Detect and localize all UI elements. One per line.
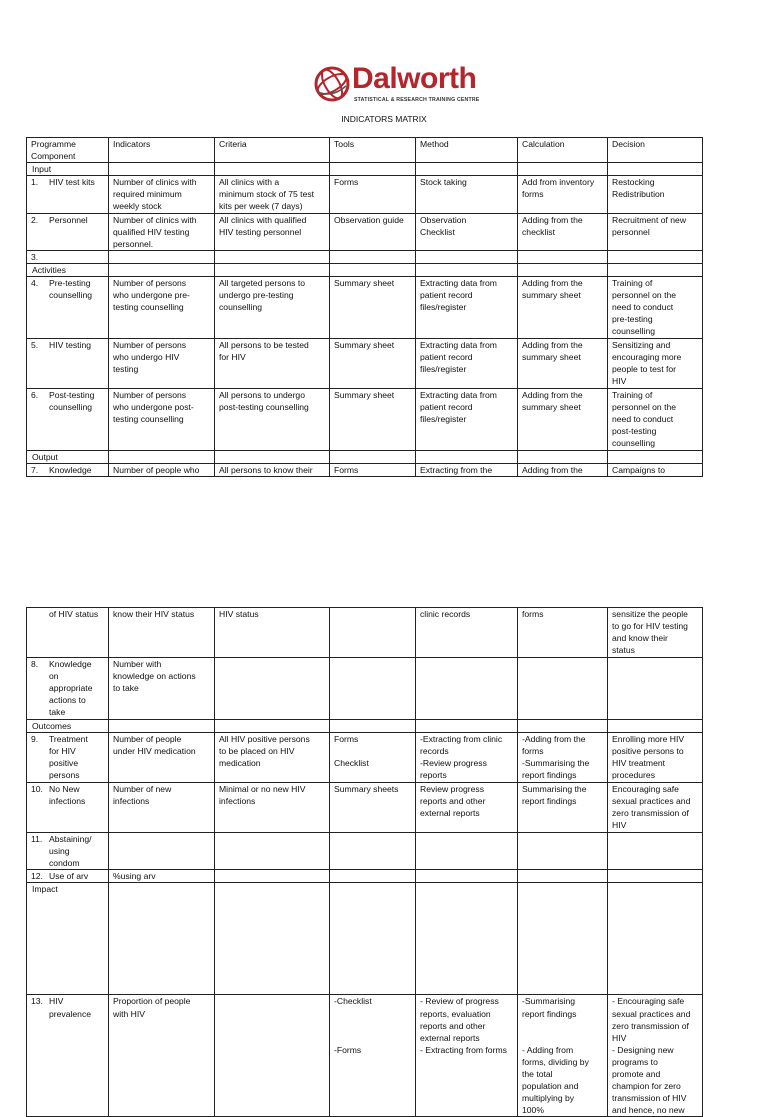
method-cell <box>416 250 518 263</box>
decision-cell <box>608 250 703 263</box>
programme-component-cell <box>27 389 109 451</box>
calculation-cell: Adding from the summary sheet <box>518 277 608 339</box>
tools-cell <box>330 608 416 658</box>
tools-cell <box>330 250 416 263</box>
programme-component-cell <box>27 995 109 1117</box>
brand-name: Dalworth <box>352 62 477 95</box>
decision-cell <box>608 870 703 883</box>
empty-cell <box>416 163 518 176</box>
empty-cell <box>109 263 215 276</box>
section-row <box>27 451 703 464</box>
tools-cell: Forms <box>330 464 416 477</box>
criteria-cell: All targeted persons to undergo pre-testing counselling <box>215 277 330 339</box>
decision-cell: Campaigns to <box>608 464 703 477</box>
indicator-cell: Number of persons who undergone pre- testing counselling <box>109 277 215 339</box>
calculation-cell: Adding from the checklist <box>518 213 608 250</box>
table-row <box>27 833 703 870</box>
criteria-cell <box>215 658 330 720</box>
section-label: Activities <box>27 263 109 276</box>
indicators-matrix-table-part-2 <box>26 607 703 1117</box>
empty-cell <box>109 163 215 176</box>
component-label-continued: using condom <box>49 846 80 869</box>
table-row <box>27 870 703 883</box>
method-cell <box>416 833 518 870</box>
calculation-cell: Adding from the summary sheet <box>518 389 608 451</box>
calculation-cell <box>518 833 608 870</box>
component-label: Treatment <box>49 734 88 745</box>
method-cell: Extracting from the <box>416 464 518 477</box>
programme-component-cell <box>27 658 109 720</box>
method-cell: Extracting data from patient record files/register <box>416 277 518 339</box>
empty-cell <box>330 163 416 176</box>
empty-cell <box>109 883 215 995</box>
calculation-cell <box>518 658 608 720</box>
criteria-cell <box>215 870 330 883</box>
calculation-cell <box>518 870 608 883</box>
decision-cell <box>608 833 703 870</box>
column-header: Tools <box>330 138 416 163</box>
programme-component-cell <box>27 464 109 477</box>
tools-cell <box>330 658 416 720</box>
document-title: INDICATORS MATRIX <box>341 114 427 124</box>
method-cell: Review progress reports and other external reports <box>416 783 518 833</box>
table-row <box>27 176 703 213</box>
calculation-cell: Summarising the report findings <box>518 783 608 833</box>
calculation-cell: forms <box>518 608 608 658</box>
programme-component-cell <box>27 608 109 658</box>
dalworth-logo <box>312 62 480 106</box>
indicator-cell: %using arv <box>109 870 215 883</box>
empty-cell <box>518 720 608 733</box>
decision-cell <box>608 658 703 720</box>
component-label: Post-testing <box>49 390 95 401</box>
component-label-continued: counselling <box>49 402 92 413</box>
component-label: Abstaining/ <box>49 834 92 845</box>
tools-cell: -Checklist -Forms <box>330 995 416 1117</box>
row-number: 7. <box>31 465 39 476</box>
programme-component-cell <box>27 277 109 339</box>
programme-component-cell <box>27 870 109 883</box>
row-number: 9. <box>31 734 39 745</box>
column-header: Criteria <box>215 138 330 163</box>
empty-cell <box>518 451 608 464</box>
table-row <box>27 250 703 263</box>
method-cell: Stock taking <box>416 176 518 213</box>
section-row <box>27 263 703 276</box>
indicator-cell: Number of people under HIV medication <box>109 733 215 783</box>
component-label: Knowledge <box>49 465 92 476</box>
table-row <box>27 995 703 1117</box>
criteria-cell: All clinics with a minimum stock of 75 test kits per week (7 days) <box>215 176 330 213</box>
component-label-continued: on appropriate actions to take <box>49 671 93 718</box>
table-header-row <box>27 138 703 163</box>
method-cell: - Review of progress reports, evaluation reports and other external reports - Extracting from forms <box>416 995 518 1117</box>
row-number: 2. <box>31 214 39 225</box>
programme-component-cell <box>27 783 109 833</box>
indicator-cell: Number of new infections <box>109 783 215 833</box>
section-row <box>27 720 703 733</box>
criteria-cell: HIV status <box>215 608 330 658</box>
section-label: Outcomes <box>27 720 109 733</box>
row-number: 8. <box>31 659 39 669</box>
criteria-cell: All persons to be tested for HIV <box>215 339 330 389</box>
indicator-cell: Number of persons who undergone post- testing counselling <box>109 389 215 451</box>
tools-cell <box>330 833 416 870</box>
empty-cell <box>215 883 330 995</box>
row-number: 6. <box>31 390 39 401</box>
method-cell <box>416 658 518 720</box>
table-row <box>27 213 703 250</box>
decision-cell: Encouraging safe sexual practices and zero transmission of HIV <box>608 783 703 833</box>
row-number: 13. <box>31 996 43 1007</box>
component-label-continued: prevalence <box>49 1008 92 1019</box>
calculation-cell: Adding from the <box>518 464 608 477</box>
table-row <box>27 277 703 339</box>
decision-cell: Training of personnel on the need to conduct post-testing counselling <box>608 389 703 451</box>
criteria-cell: All clinics with qualified HIV testing personnel <box>215 213 330 250</box>
table-row <box>27 658 703 720</box>
column-header: Method <box>416 138 518 163</box>
indicator-cell: Number of people who <box>109 464 215 477</box>
empty-cell <box>330 451 416 464</box>
criteria-cell <box>215 250 330 263</box>
empty-cell <box>330 883 416 995</box>
empty-cell <box>215 163 330 176</box>
calculation-cell: -Adding from the forms -Summarising the report findings <box>518 733 608 783</box>
indicator-cell <box>109 250 215 263</box>
table-row <box>27 608 703 658</box>
table-row <box>27 389 703 451</box>
decision-cell: Restocking Redistribution <box>608 176 703 213</box>
programme-component-cell <box>27 339 109 389</box>
indicator-cell: know their HIV status <box>109 608 215 658</box>
empty-cell <box>330 263 416 276</box>
calculation-cell <box>518 250 608 263</box>
indicator-cell: Number with knowledge on actions to take <box>109 658 215 720</box>
component-label: No New <box>49 784 80 795</box>
indicators-matrix-table-part-1 <box>26 137 703 477</box>
indicator-cell: Number of persons who undergo HIV testing <box>109 339 215 389</box>
method-cell: -Extracting from clinic records -Review progress reports <box>416 733 518 783</box>
empty-cell <box>608 163 703 176</box>
empty-cell <box>608 720 703 733</box>
column-header: Programme Component <box>27 138 109 163</box>
row-number: 1. <box>31 177 39 188</box>
indicator-cell: Number of clinics with required minimum weekly stock <box>109 176 215 213</box>
section-label: Input <box>27 163 109 176</box>
method-cell: Extracting data from patient record files/register <box>416 389 518 451</box>
tools-cell: Summary sheets <box>330 783 416 833</box>
criteria-cell <box>215 995 330 1117</box>
decision-cell: Enrolling more HIV positive persons to HIV treatment procedures <box>608 733 703 783</box>
column-header: Indicators <box>109 138 215 163</box>
component-label: Personnel <box>49 214 88 225</box>
component-label-continued: counselling <box>49 290 92 301</box>
table-row <box>27 464 703 477</box>
empty-cell <box>416 720 518 733</box>
decision-cell: Recruitment of new personnel <box>608 213 703 250</box>
method-cell: Extracting data from patient record files/register <box>416 339 518 389</box>
empty-cell <box>608 883 703 995</box>
tools-cell: Summary sheet <box>330 277 416 339</box>
empty-cell <box>215 720 330 733</box>
empty-cell <box>416 883 518 995</box>
calculation-cell: Adding from the summary sheet <box>518 339 608 389</box>
empty-cell <box>518 883 608 995</box>
indicator-cell <box>109 833 215 870</box>
criteria-cell: All persons to know their <box>215 464 330 477</box>
section-row <box>27 883 703 995</box>
method-cell <box>416 870 518 883</box>
component-label: HIV testing <box>49 340 92 351</box>
empty-cell <box>416 263 518 276</box>
indicator-cell: Proportion of people with HIV <box>109 995 215 1117</box>
empty-cell <box>109 720 215 733</box>
table-row <box>27 339 703 389</box>
empty-cell <box>215 451 330 464</box>
component-label-continued: infections <box>49 796 86 807</box>
empty-cell <box>215 263 330 276</box>
empty-cell <box>416 451 518 464</box>
row-number: 4. <box>31 278 39 289</box>
calculation-cell: Add from inventory forms <box>518 176 608 213</box>
section-label: Output <box>27 451 109 464</box>
method-cell: clinic records <box>416 608 518 658</box>
tools-cell: Summary sheet <box>330 339 416 389</box>
programme-component-cell <box>27 213 109 250</box>
calculation-cell: -Summarising report findings - Adding from forms, dividing by the total population and multiplying by 100% <box>518 995 608 1117</box>
decision-cell: sensitize the people to go for HIV testing and know their status <box>608 608 703 658</box>
programme-component-cell <box>27 833 109 870</box>
programme-component-cell <box>27 250 109 263</box>
decision-cell: Sensitizing and encouraging more people to test for HIV <box>608 339 703 389</box>
row-number: 5. <box>31 340 39 351</box>
empty-cell <box>608 263 703 276</box>
globe-icon <box>312 64 352 104</box>
row-number: 10. <box>31 784 43 795</box>
brand-tagline: STATISTICAL & RESEARCH TRAINING CENTRE <box>354 97 480 103</box>
component-label: Use of arv <box>49 871 89 882</box>
programme-component-cell <box>27 176 109 213</box>
column-header: Decision <box>608 138 703 163</box>
programme-component-cell <box>27 733 109 783</box>
empty-cell <box>330 720 416 733</box>
column-header: Calculation <box>518 138 608 163</box>
tools-cell: Forms <box>330 176 416 213</box>
component-label-continued: for HIV positive persons <box>49 746 80 781</box>
table-row <box>27 783 703 833</box>
component-label: Pre-testing <box>49 278 91 289</box>
empty-cell <box>608 451 703 464</box>
row-number: 12. <box>31 871 43 882</box>
decision-cell: - Encouraging safe sexual practices and zero transmission of HIV - Designing new programs to promote and champion for zero transmission of HIV and hence, no new <box>608 995 703 1117</box>
section-label: Impact <box>27 883 109 995</box>
table-row <box>27 733 703 783</box>
component-label: Knowledge <box>49 659 92 669</box>
criteria-cell: All persons to undergo post-testing counselling <box>215 389 330 451</box>
tools-cell: Observation guide <box>330 213 416 250</box>
decision-cell: Training of personnel on the need to conduct pre-testing counselling <box>608 277 703 339</box>
component-label: of HIV status <box>49 609 99 619</box>
tools-cell: Forms Checklist <box>330 733 416 783</box>
empty-cell <box>518 163 608 176</box>
indicator-cell: Number of clinics with qualified HIV testing personnel. <box>109 213 215 250</box>
criteria-cell: All HIV positive persons to be placed on HIV medication <box>215 733 330 783</box>
empty-cell <box>109 451 215 464</box>
method-cell: Observation Checklist <box>416 213 518 250</box>
component-label: HIV <box>49 996 64 1007</box>
criteria-cell: Minimal or no new HIV infections <box>215 783 330 833</box>
section-row <box>27 163 703 176</box>
criteria-cell <box>215 833 330 870</box>
row-number: 3. <box>31 251 39 262</box>
tools-cell: Summary sheet <box>330 389 416 451</box>
tools-cell <box>330 870 416 883</box>
empty-cell <box>518 263 608 276</box>
row-number: 11. <box>31 834 43 845</box>
component-label: HIV test kits <box>49 177 95 188</box>
